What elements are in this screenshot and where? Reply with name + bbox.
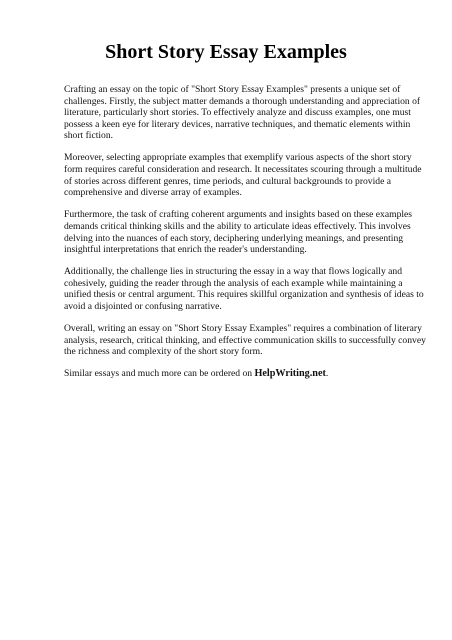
closing-prefix: Similar essays and much more can be ordered on	[64, 368, 255, 380]
paragraph-4: Additionally, the challenge lies in structuring the essay in a way that flows logically and cohesively, guiding the reader through the analysis of each example while maintaining a unified thesis or central argument. This requires skillful organization and synthesis of ideas to avoid a disjointed or confusing narrative.	[64, 266, 424, 312]
closing-line	[64, 368, 428, 380]
paragraph-5: Overall, writing an essay on "Short Story Essay Examples" requires a combination of literary analysis, research, critical thinking, and effective communication skills to successfully convey the richness and complexity of the short story form.	[64, 323, 426, 358]
closing-suffix: .	[325, 368, 329, 380]
document-title: Short Story Essay Examples	[105, 41, 347, 63]
helpwriting-link[interactable]: HelpWriting.net	[254, 368, 326, 380]
paragraph-1: Crafting an essay on the topic of "Short Story Essay Examples" presents a unique set of challenges. Firstly, the subject matter demands a thorough understanding and appreciation of literature, particularly short stories. To effectively analyze and discuss examples, one must possess a keen eye for literary devices, narrative techniques, and thematic elements within short fiction.	[64, 84, 421, 142]
paragraph-3: Furthermore, the task of crafting coherent arguments and insights based on these examples demands critical thinking skills and the ability to articulate ideas effectively. This involves delving into the nuances of each story, deciphering underlying meanings, and presenting insightful interpretations that enrich the reader's understanding.	[64, 209, 413, 256]
document-body	[64, 84, 428, 390]
paragraph-2: Moreover, selecting appropriate examples that exemplify various aspects of the short story form requires careful consideration and research. It necessitates scouring through a multitude of stories across different genres, time periods, and cultural backgrounds to provide a comprehensive and diverse array of examples.	[64, 152, 422, 199]
